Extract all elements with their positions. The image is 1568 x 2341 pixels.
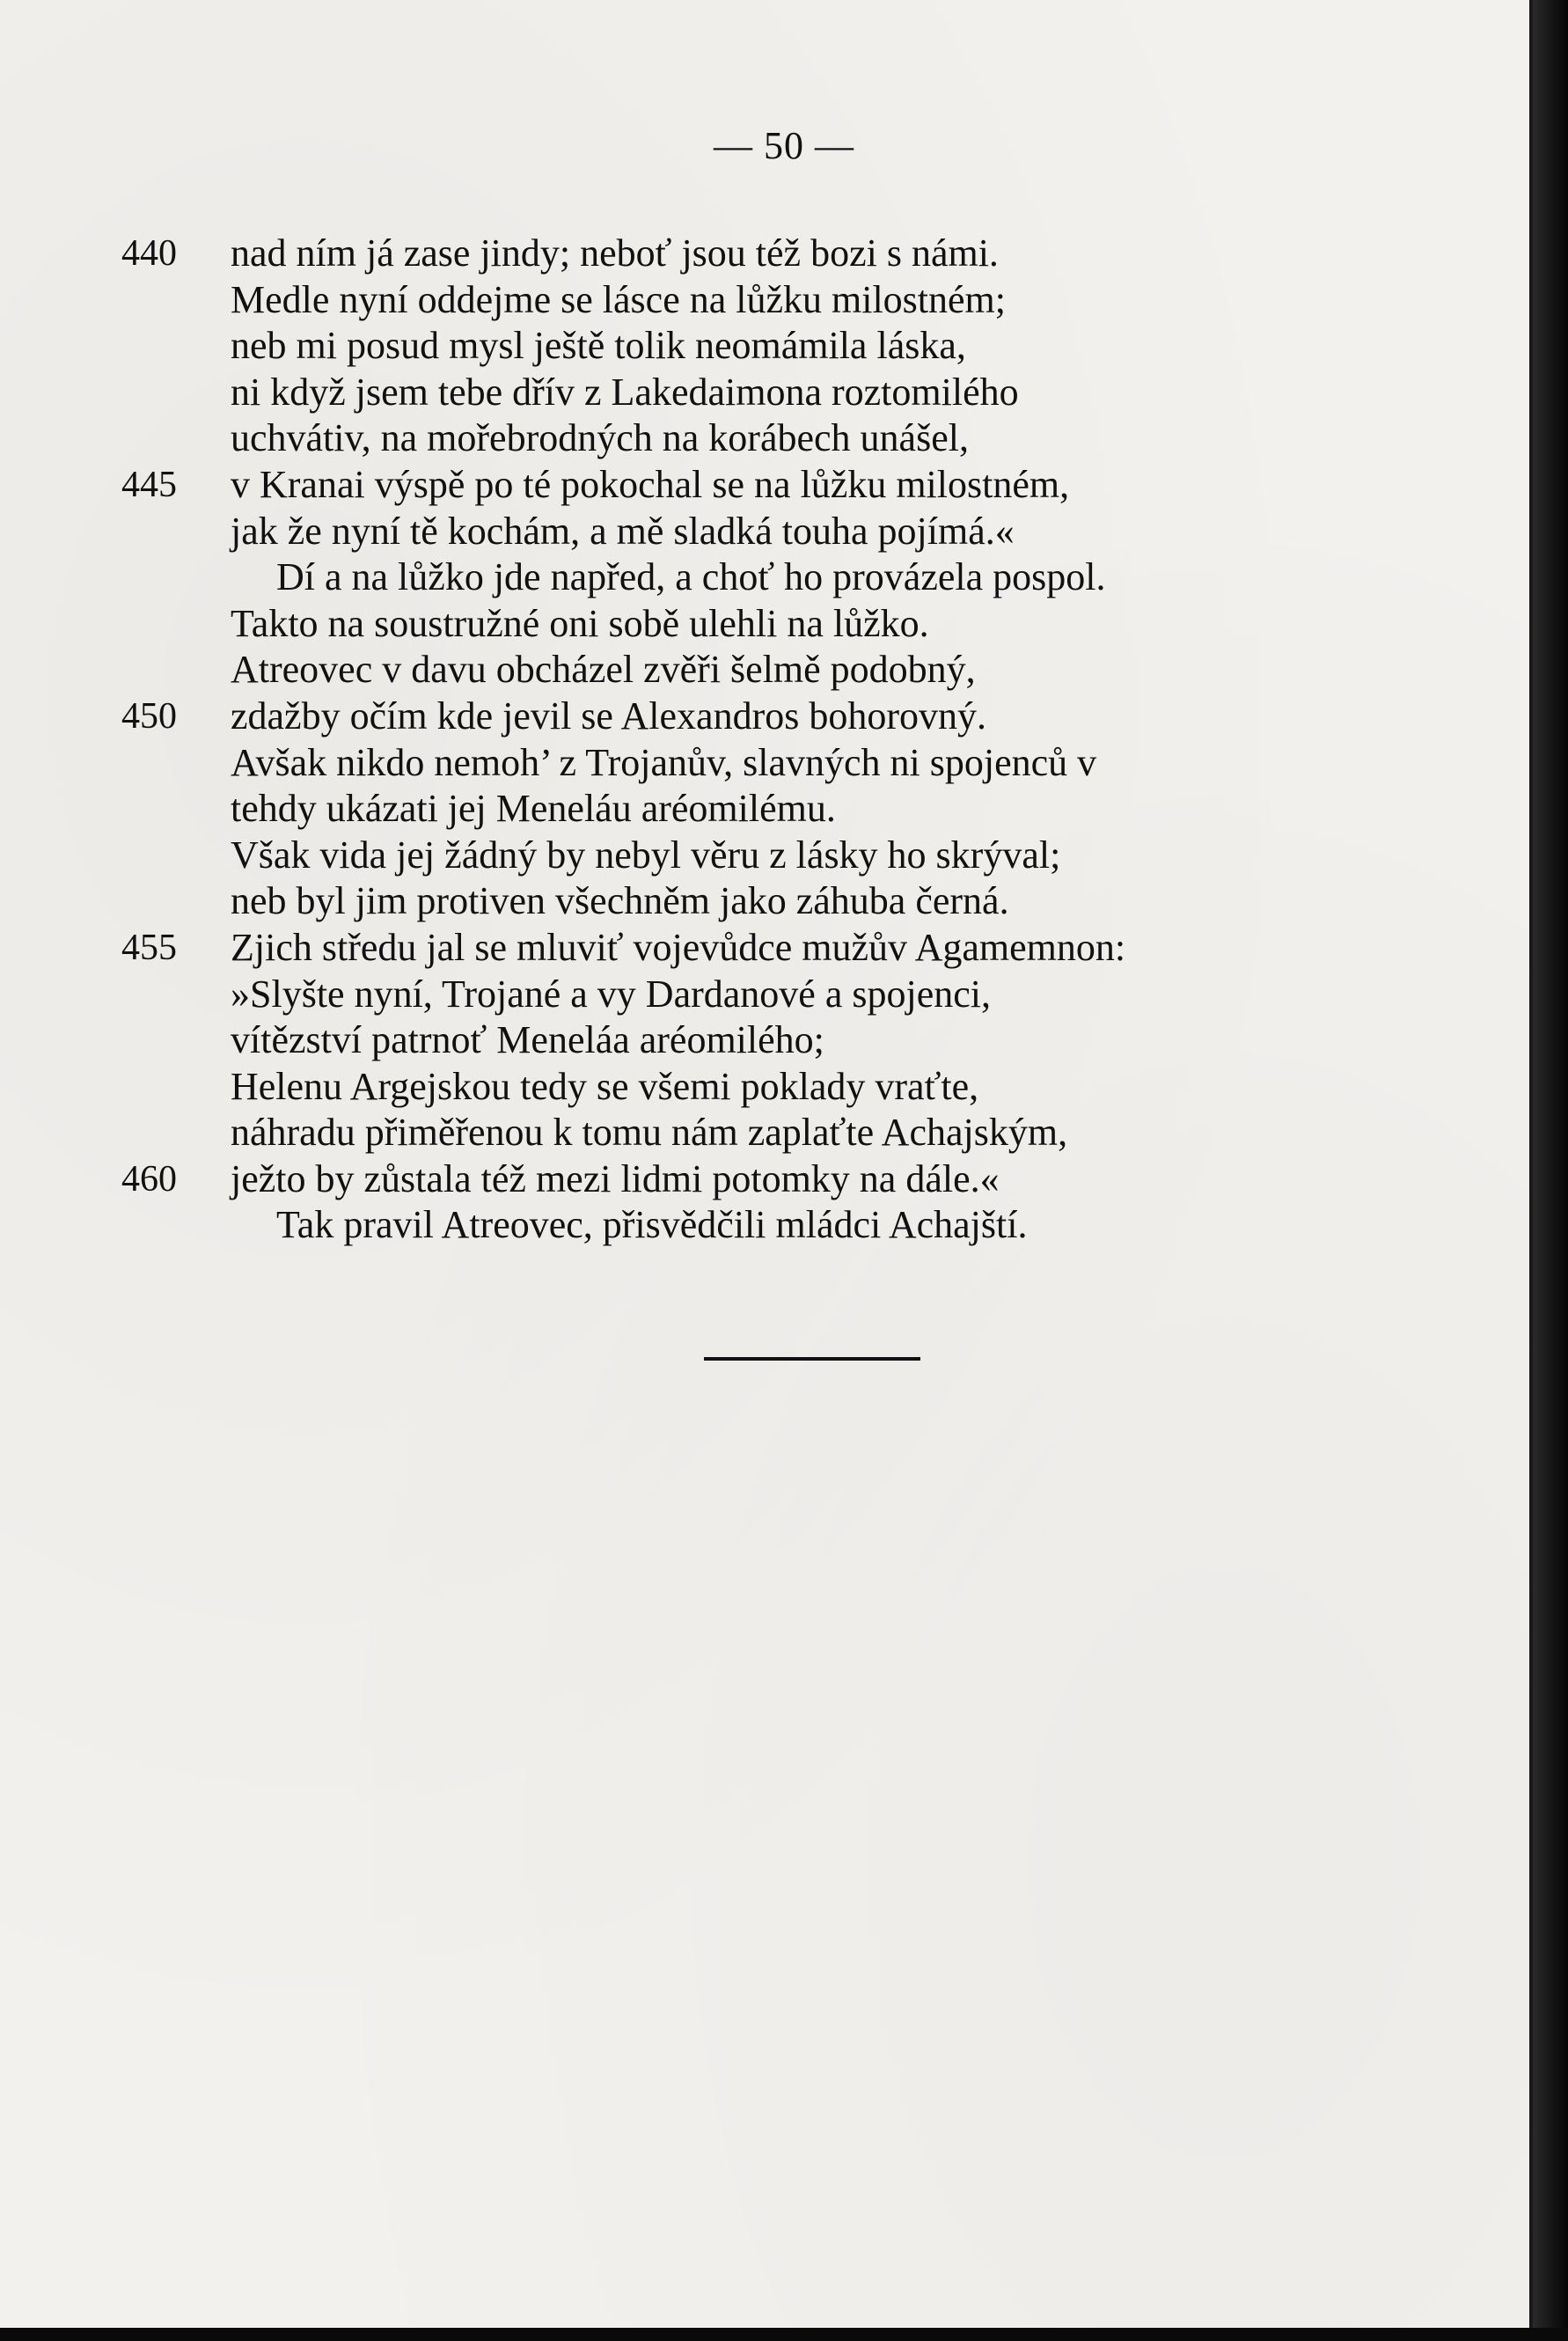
verse-text: ježto by zůstala též mezi lidmi potomky na dále.« <box>231 1156 1000 1200</box>
section-end-rule <box>704 1357 920 1361</box>
verse-line <box>231 833 1427 879</box>
verse-text: Zjich středu jal se mluviť vojevůdce mužův Agamemnon: <box>231 925 1126 969</box>
verse-line <box>121 1156 1427 1203</box>
line-number: 455 <box>121 927 177 968</box>
verse-text: vítězství patrnoť Meneláa aréomilého; <box>231 1018 824 1062</box>
verse-line <box>231 370 1427 416</box>
verse-line <box>231 1064 1427 1111</box>
verse-text: tehdy ukázati jej Meneláu aréomilému. <box>231 787 836 831</box>
verse-line <box>231 323 1427 370</box>
page-edge-shadow <box>1533 0 1568 2341</box>
verse-text: jak že nyní tě kochám, a mě sladká touha pojímá.« <box>231 509 1015 553</box>
verse-line <box>231 1202 1427 1249</box>
verse-text: »Slyšte nyní, Trojané a vy Dardanové a spojenci, <box>231 972 991 1016</box>
verse-line <box>121 693 1427 740</box>
verse-line <box>121 231 1427 277</box>
verse-line <box>231 601 1427 648</box>
verse-text: Tak pravil Atreovec, přisvědčili mládci Achajští. <box>276 1203 1028 1247</box>
verse-text: neb mi posud mysl ještě tolik neomámila láska, <box>231 324 966 368</box>
verse-text: Atreovec v davu obcházel zvěři šelmě podobný, <box>231 648 976 692</box>
verse-line <box>231 1110 1427 1156</box>
poem-text <box>121 231 1427 1249</box>
verse-line <box>231 415 1427 462</box>
verse-text: zdažby očím kde jevil se Alexandros bohorovný. <box>231 693 987 738</box>
line-number: 440 <box>121 233 177 274</box>
verse-text: ni když jsem tebe dřív z Lakedaimona roztomilého <box>231 370 1019 414</box>
page-number: — 50 — <box>714 124 854 167</box>
verse-text: neb byl jim protiven všechněm jako záhuba černá. <box>231 879 1009 923</box>
page-bottom-edge <box>0 2328 1568 2341</box>
line-number: 460 <box>121 1158 177 1200</box>
verse-line <box>231 740 1427 787</box>
verse-line <box>121 925 1427 972</box>
verse-line <box>231 647 1427 693</box>
verse-text: Dí a na lůžko jde napřed, a choť ho provázela pospol. <box>276 555 1106 599</box>
verse-line <box>231 509 1427 555</box>
verse-line <box>231 554 1427 601</box>
verse-line <box>231 786 1427 833</box>
verse-line <box>121 462 1427 509</box>
verse-text: nad ním já zase jindy; neboť jsou též bozi s námi. <box>231 231 999 275</box>
verse-line <box>231 277 1427 324</box>
verse-text: Takto na soustružné oni sobě ulehli na lůžko. <box>231 601 929 645</box>
verse-text: Však vida jej žádný by nebyl věru z lásky ho skrýval; <box>231 833 1061 877</box>
verse-text: Helenu Argejskou tedy se všemi poklady vraťte, <box>231 1064 979 1108</box>
verse-line <box>231 972 1427 1018</box>
verse-text: uchvátiv, na mořebrodných na korábech unášel, <box>231 416 969 460</box>
verse-line <box>231 878 1427 925</box>
verse-text: Medle nyní oddejme se lásce na lůžku milostném; <box>231 277 1007 321</box>
verse-text: Avšak nikdo nemoh’ z Trojanův, slavných ni spojenců v <box>231 740 1097 784</box>
verse-text: náhradu přiměřenou k tomu nám zaplaťte Achajským, <box>231 1111 1068 1155</box>
verse-text: v Kranai výspě po té pokochal se na lůžku milostném, <box>231 462 1070 506</box>
verse-line <box>231 1017 1427 1064</box>
line-number: 450 <box>121 695 177 737</box>
line-number: 445 <box>121 464 177 505</box>
